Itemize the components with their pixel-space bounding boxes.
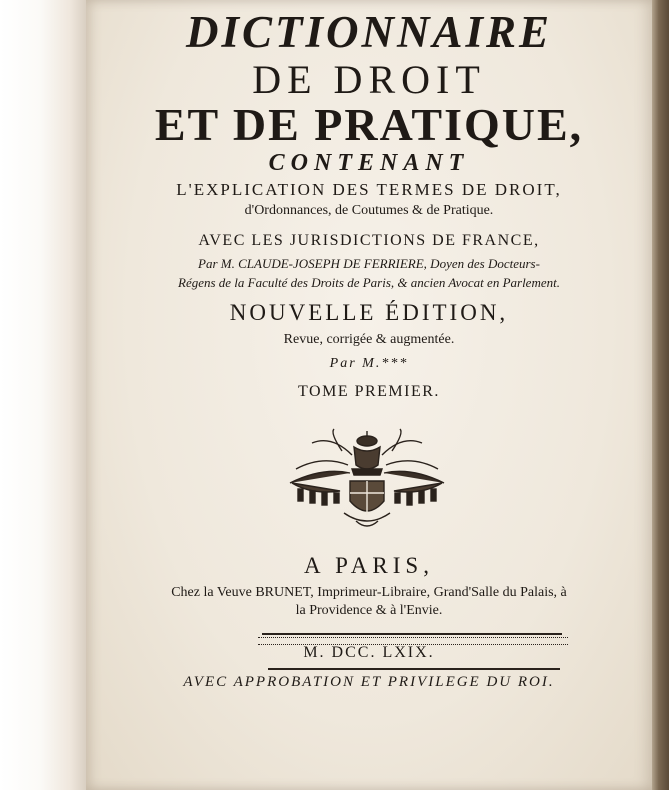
imprint-year: M. DCC. LXIX. [303, 644, 435, 661]
title-line-de-droit: DE DROIT [252, 57, 486, 102]
ornamental-rule-bottom [268, 668, 560, 670]
main-title: DICTIONNAIRE [185, 7, 553, 57]
title-line-pratique: ET DE PRATIQUE, [154, 99, 584, 150]
edition-note: Revue, corrigée & augmentée. [283, 332, 455, 347]
imprint-address: la Providence & à l'Envie. [295, 603, 443, 618]
subtitle-jurisdictions: AVEC LES JURISDICTIONS DE FRANCE, [198, 232, 540, 249]
imprint-publisher: Chez la Veuve BRUNET, Imprimeur-Libraire, Grand'Salle du Palais, à [171, 585, 567, 600]
volume-label: TOME PREMIER. [298, 383, 440, 400]
ornamental-rule-top [262, 633, 562, 635]
author-line-1: Par M. CLAUDE-JOSEPH DE FERRIERE, Doyen des Docteurs- [198, 256, 540, 271]
subtitle-explication: L'EXPLICATION DES TERMES DE DROIT, [176, 180, 562, 199]
page-edge [652, 0, 669, 790]
editor-line: Par M.*** [329, 356, 409, 371]
ornamental-vignette-icon [282, 425, 452, 535]
author-line-2: Régens de la Faculté des Droits de Paris, & ancien Avocat en Parlement. [178, 275, 560, 290]
subtitle-ordonnances: d'Ordonnances, de Coutumes & de Pratique. [244, 203, 494, 218]
subtitle-contenant: CONTENANT [268, 150, 470, 176]
privilege-line: AVEC APPROBATION ET PRIVILEGE DU ROI. [183, 674, 555, 690]
edition-heading: NOUVELLE ÉDITION, [229, 300, 509, 325]
facing-page-margin [0, 0, 86, 790]
imprint-city: A PARIS, [304, 553, 434, 578]
